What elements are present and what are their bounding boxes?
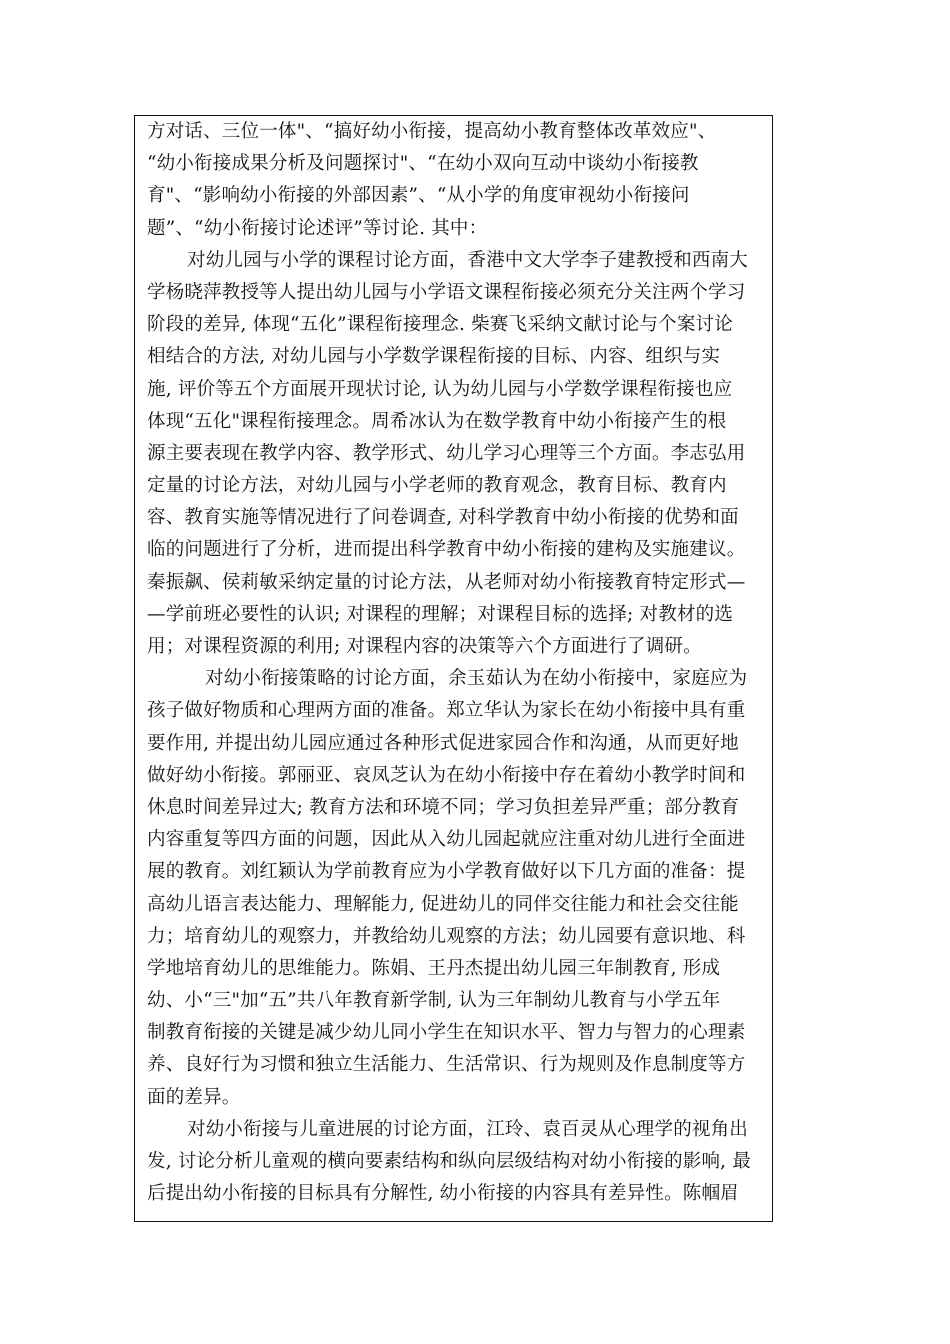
text-line: 孩子做好物质和心理两方面的准备。郑立华认为家长在幼小衔接中具有重 xyxy=(147,700,746,722)
paragraph-start-line: 对幼小衔接与儿童进展的讨论方面，江玲、袁百灵从心理学的视角出 xyxy=(187,1118,749,1140)
text-line: 育"、“影响幼小衔接的外部因素”、“从小学的角度审视幼小衔接问 xyxy=(147,185,690,207)
text-line: 要作用, 并提出幼儿园应通过各种形式促进家园合作和沟通，从而更好地 xyxy=(147,732,739,754)
paragraph-start-line: 对幼儿园与小学的课程讨论方面，香港中文大学李子建教授和西南大 xyxy=(187,249,749,271)
document-frame xyxy=(134,115,773,1222)
text-line: 力；培育幼儿的观察力，并教给幼儿观察的方法；幼儿园要有意识地、科 xyxy=(147,925,746,947)
text-line: 体现“五化"课程衔接理念。周希冰认为在数学教育中幼小衔接产生的根 xyxy=(147,410,727,432)
text-line: 后提出幼小衔接的目标具有分解性, 幼小衔接的内容具有差异性。陈帼眉 xyxy=(147,1183,739,1205)
document-body xyxy=(147,116,759,1210)
text-line: 方对话、三位一体"、“搞好幼小衔接，提高幼小教育整体改革效应"、 xyxy=(147,121,717,142)
text-line: 容、教育实施等情况进行了问卷调查, 对科学教育中幼小衔接的优势和面 xyxy=(147,507,739,529)
text-line: 休息时间差异过大; 教育方法和环境不同；学习负担差异严重；部分教育 xyxy=(147,796,740,818)
text-line: —学前班必要性的认识; 对课程的理解；对课程目标的选择; 对教材的选 xyxy=(147,603,734,625)
text-line: 发, 讨论分析儿童观的横向要素结构和纵向层级结构对幼小衔接的影响, 最 xyxy=(147,1151,752,1172)
paragraph-start-line: 对幼小衔接策略的讨论方面，余玉茹认为在幼小衔接中，家庭应为 xyxy=(205,668,748,690)
text-line: 题”、“幼小衔接讨论述评”等讨论. 其中： xyxy=(147,217,488,239)
text-line: 幼、小“三"加“五”共八年教育新学制, 认为三年制幼儿教育与小学五年 xyxy=(147,990,721,1012)
text-line: 秦振飙、侯莉敏采纳定量的讨论方法，从老师对幼小衔接教育特定形式— xyxy=(147,571,746,593)
text-line: 内容重复等四方面的问题，因此从入幼儿园起就应注重对幼儿进行全面进 xyxy=(147,829,746,851)
text-line: 源主要表现在教学内容、教学形式、幼儿学习心理等三个方面。李志弘用 xyxy=(147,442,746,464)
text-line: 做好幼小衔接。郭丽亚、哀凤芝认为在幼小衔接中存在着幼小教学时间和 xyxy=(147,764,746,786)
text-line: 高幼儿语言表达能力、理解能力, 促进幼儿的同伴交往能力和社会交往能 xyxy=(147,893,739,915)
text-line: 养、良好行为习惯和独立生活能力、生活常识、行为规则及作息制度等方 xyxy=(147,1054,746,1076)
text-line: 制教育衔接的关键是减少幼儿同小学生在知识水平、智力与智力的心理素 xyxy=(147,1022,746,1044)
text-line: 学杨晓萍教授等人提出幼儿园与小学语文课程衔接必须充分关注两个学习 xyxy=(147,281,746,303)
text-line: 施, 评价等五个方面展开现状讨论, 认为幼儿园与小学数学课程衔接也应 xyxy=(147,378,733,400)
text-line: 展的教育。刘红颖认为学前教育应为小学教育做好以下几方面的准备：提 xyxy=(147,861,746,883)
text-line: 阶段的差异, 体现“五化”课程衔接理念. 柴赛飞采纳文献讨论与个案讨论 xyxy=(147,314,733,336)
text-line: “幼小衔接成果分析及问题探讨"、“在幼小双向互动中谈幼小衔接教 xyxy=(147,153,699,175)
text-line: 定量的讨论方法，对幼儿园与小学老师的教育观念，教育目标、教育内 xyxy=(147,475,727,497)
text-line: 用；对课程资源的利用; 对课程内容的决策等六个方面进行了调研。 xyxy=(147,636,702,657)
text-line: 学地培育幼儿的思维能力。陈娟、王丹杰提出幼儿园三年制教育, 形成 xyxy=(147,957,721,979)
text-line: 面的差异。 xyxy=(147,1086,241,1108)
text-line: 相结合的方法, 对幼儿园与小学数学课程衔接的目标、内容、组织与实 xyxy=(147,346,721,368)
text-line: 临的问题进行了分析，进而提出科学教育中幼小衔接的建构及实施建议。 xyxy=(147,539,746,561)
